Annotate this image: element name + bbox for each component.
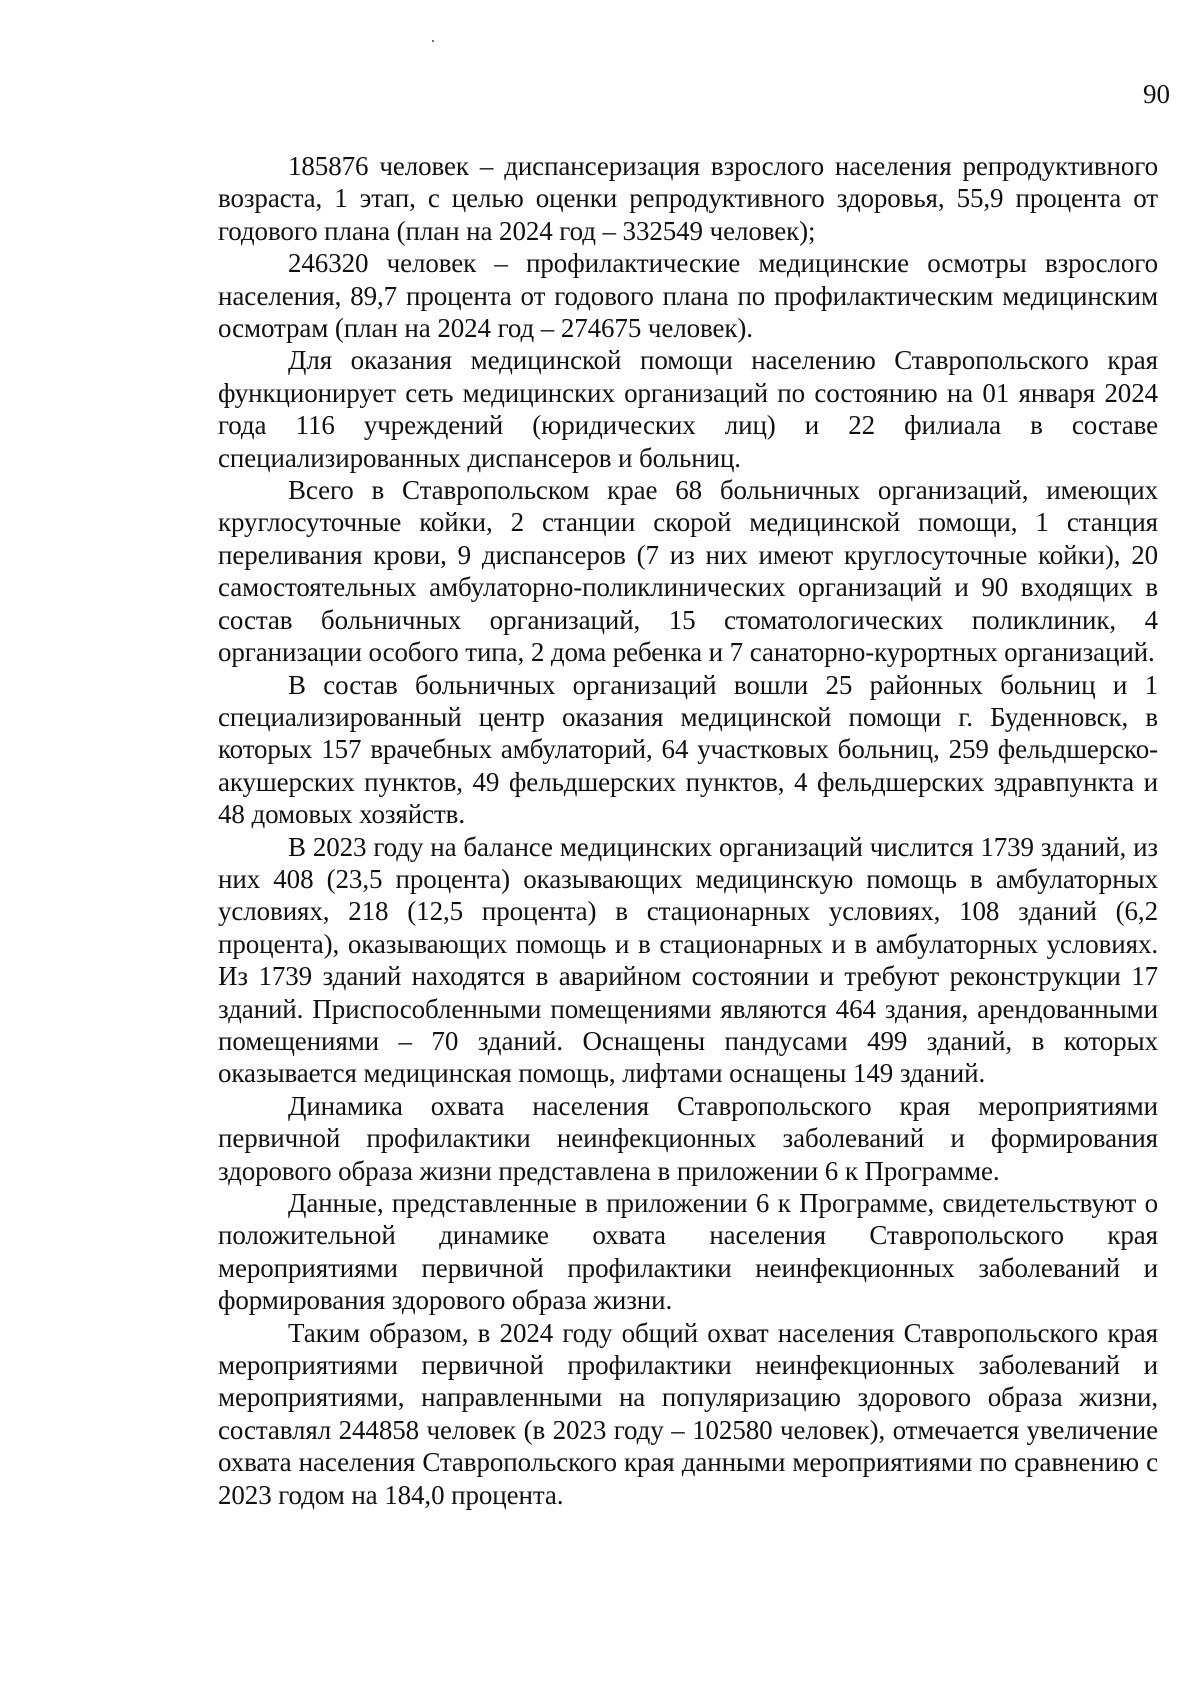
paragraph-medical-network: Для оказания медицинской помощи населению Ставропольского края функционирует сеть медицинских организаций по состоянию на 01 января 2024 года 116 учреждений (юридических лиц) и 22 филиала в составе специализированных диспансеров и больниц. — [218, 345, 1158, 473]
paragraph-hospital-structure: В состав больничных организаций вошли 25 районных больниц и 1 специализированный центр оказания медицинской помощи г. Буденновск, в которых 157 врачебных амбулаторий, 64 участковых больниц, 259 фельдшерско-акушерских пунктов, 49 фельдшерских пунктов, 4 фельдшерских здравпункта и 48 домовых хозяйств. — [218, 669, 1158, 830]
paragraph-buildings: В 2023 году на балансе медицинских организаций числится 1739 зданий, из них 408 (23,5 процента) оказывающих медицинскую помощь в амбулаторных условиях, 218 (12,5 процента) в стационарных условиях, 108 зданий (6,2 процента), оказывающих помощь и в стационарных и в амбулаторных условиях. Из 1739 зданий находятся в аварийном состоянии и требуют реконструкции 17 зданий. Приспособленными помещениями являются 464 здания, арендованными помещениями – 70 зданий. Оснащены пандусами 499 зданий, в которых оказывается медицинская помощь, лифтами оснащены 149 зданий. — [218, 831, 1158, 1089]
paragraph-preventive-exams: 246320 человек – профилактические медицинские осмотры взрослого населения, 89,7 процента от годового плана по профилактическим медицинским осмотрам (план на 2024 год – 274675 человек). — [218, 248, 1158, 344]
document-body — [218, 150, 1158, 1511]
paragraph-dispensary-reproductive: 185876 человек – диспансеризация взрослого населения репродуктивного возраста, 1 этап, с целью оценки репродуктивного здоровья, 55,9 процента от годового плана (план на 2024 год – 332549 человек); — [218, 151, 1158, 246]
scan-artifact-dot — [432, 40, 434, 42]
paragraph-appendix-data: Данные, представленные в приложении 6 к Программе, свидетельствуют о положительной динамике охвата населения Ставропольского края мероприятиями первичной профилактики неинфекционных заболеваний и формирования здорового образа жизни. — [218, 1188, 1158, 1316]
paragraph-conclusion: Таким образом, в 2024 году общий охват населения Ставропольского края мероприятиями первичной профилактики неинфекционных заболеваний и мероприятиями, направленными на популяризацию здорового образа жизни, составлял 244858 человек (в 2023 году – 102580 человек), отмечается увеличение охвата населения Ставропольского края данными мероприятиями по сравнению с 2023 годом на 184,0 процента. — [218, 1317, 1158, 1510]
page-number: 90 — [1143, 79, 1170, 109]
paragraph-prevention-dynamics: Динамика охвата населения Ставропольского края мероприятиями первичной профилактики неинфекционных заболеваний и формирования здорового образа жизни представлена в приложении 6 к Программе. — [218, 1090, 1158, 1186]
paragraph-organization-counts: Всего в Ставропольском крае 68 больничных организаций, имеющих круглосуточные койки, 2 станции скорой медицинской помощи, 1 станция переливания крови, 9 диспансеров (7 из них имеют круглосуточные койки), 20 самостоятельных амбулаторно-поликлинических организаций и 90 входящих в состав больничных организаций, 15 стоматологических поликлиник, 4 организации особого типа, 2 дома ребенка и 7 санаторно-курортных организаций. — [218, 475, 1158, 668]
